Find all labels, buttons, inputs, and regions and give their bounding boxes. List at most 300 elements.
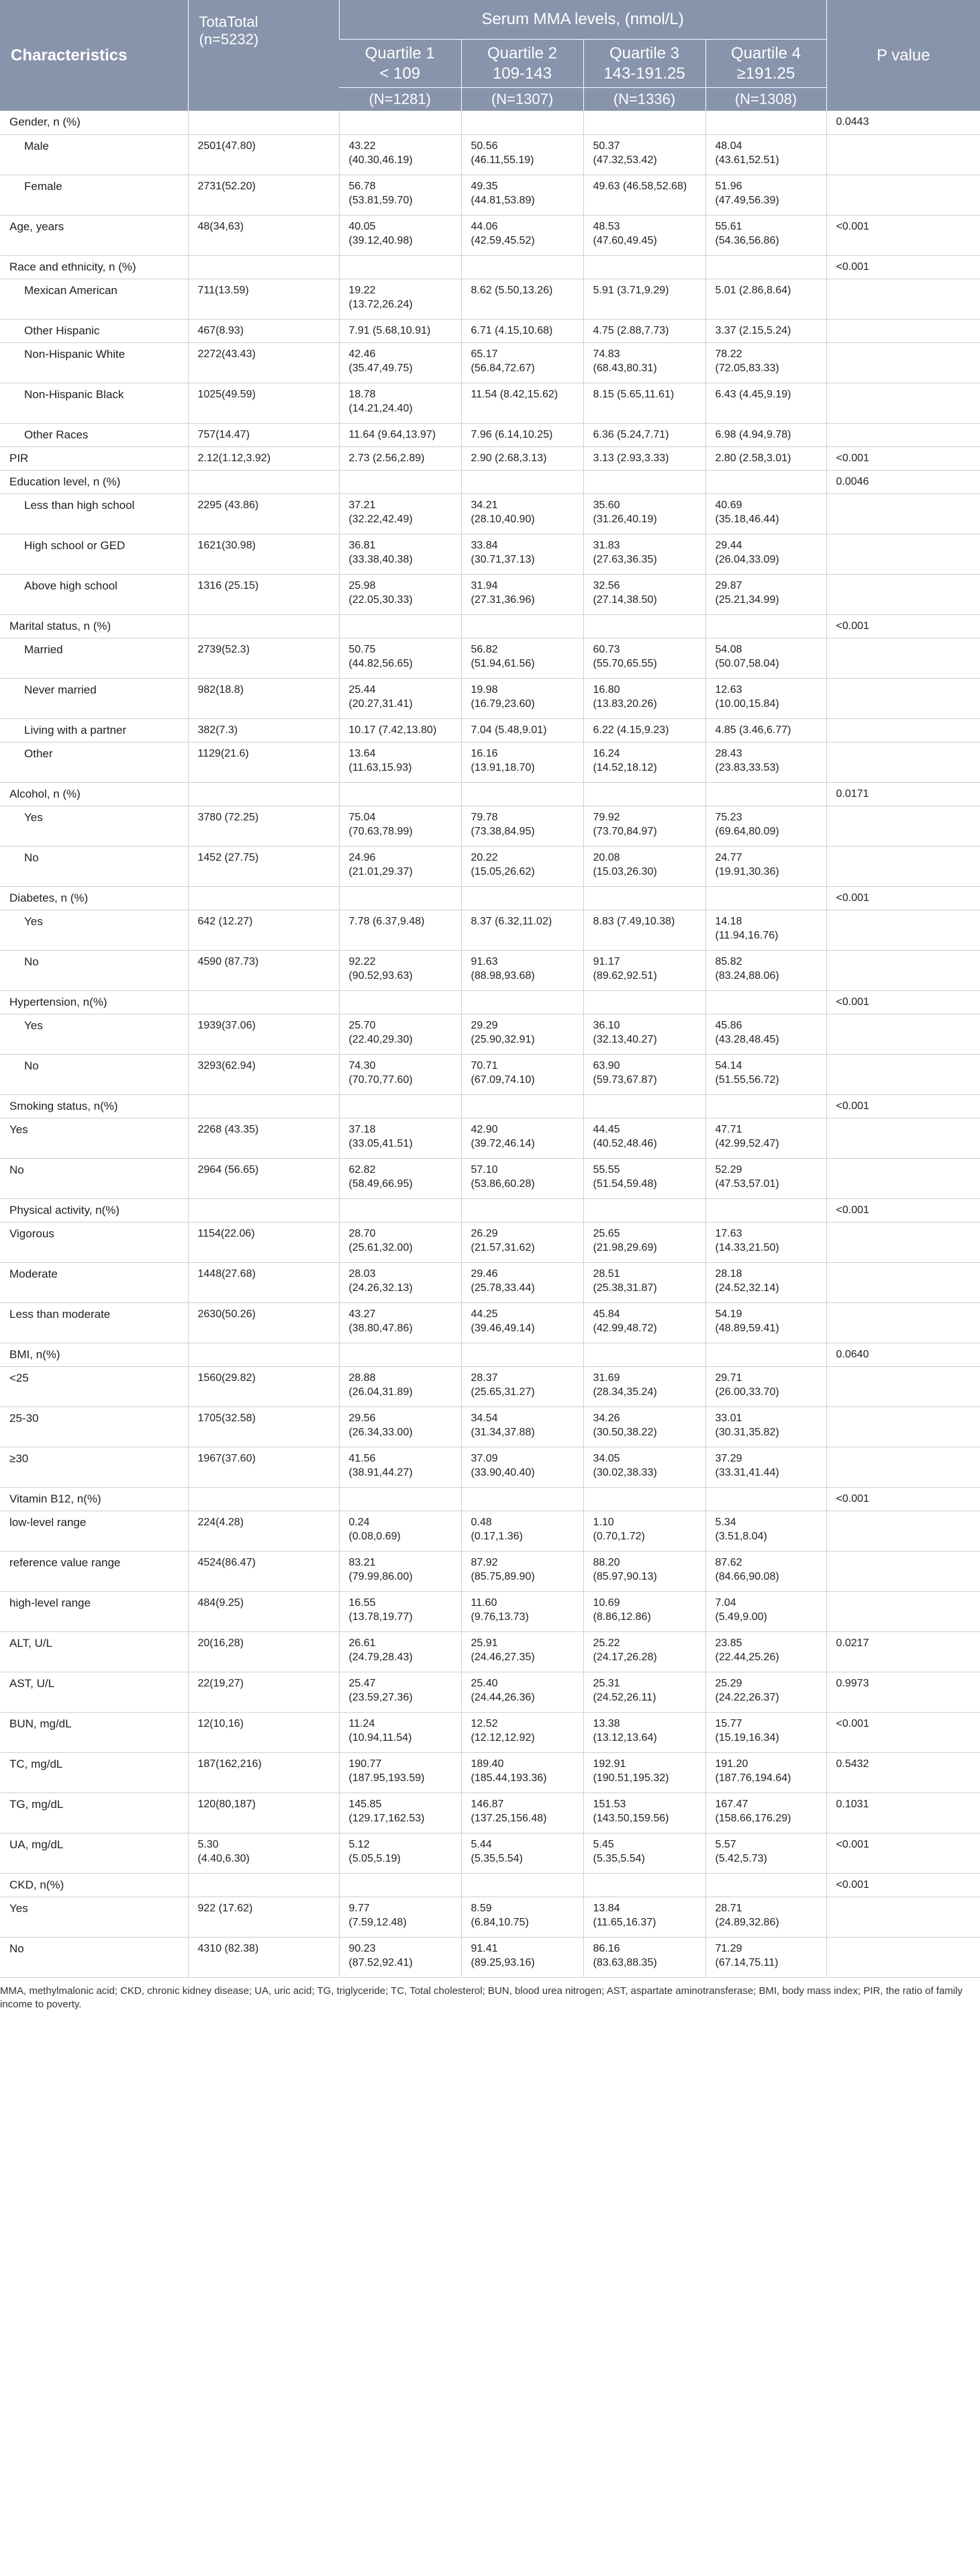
cell-quartile-1	[339, 1447, 461, 1487]
cell-total	[188, 319, 339, 342]
cell-quartile-1	[339, 1198, 461, 1222]
cell-quartile-3	[583, 910, 705, 950]
row-label: ≥30	[0, 1447, 188, 1487]
cell-ci: (55.70,65.55)	[593, 657, 657, 669]
cell-estimate: 7.78 (6.37,9.48)	[348, 915, 425, 927]
cell-estimate: 6.36 (5.24,7.71)	[593, 428, 669, 440]
quartile-range: 143-191.25	[603, 64, 685, 83]
header-p-value: P value	[826, 0, 980, 111]
header-mma-levels: Serum MMA levels, (nmol/L)	[339, 0, 826, 39]
cell-estimate: 11.64 (9.64,13.97)	[348, 428, 436, 440]
cell-total-value: 642 (12.27)	[197, 915, 253, 927]
cell-quartile-3	[583, 1487, 705, 1511]
cell-ci: (158.66,176.29)	[715, 1812, 791, 1824]
cell-quartile-3	[583, 215, 705, 255]
table-row	[0, 1406, 980, 1447]
cell-quartile-2	[461, 1487, 583, 1511]
cell-estimate: 167.47	[715, 1798, 748, 1810]
cell-ci: (9.76,13.73)	[471, 1611, 529, 1623]
cell-estimate: 55.55	[593, 1163, 620, 1176]
row-label: No	[0, 1937, 188, 1977]
cell-total-value: 1452 (27.75)	[197, 851, 259, 863]
cell-ci: (26.00,33.70)	[715, 1386, 779, 1398]
cell-quartile-3	[583, 1406, 705, 1447]
cell-total-value: 1154(22.06)	[197, 1227, 255, 1239]
cell-ci: (42.99,52.47)	[715, 1137, 779, 1149]
cell-quartile-3	[583, 1672, 705, 1712]
cell-total-value: 12(10,16)	[197, 1717, 244, 1729]
cell-estimate: 50.75	[348, 643, 376, 655]
cell-quartile-4	[705, 493, 826, 534]
cell-quartile-4	[705, 782, 826, 806]
cell-total-value: 224(4.28)	[197, 1516, 244, 1528]
cell-ci: (32.13,40.27)	[593, 1033, 657, 1045]
cell-total-value: 3780 (72.25)	[197, 811, 259, 823]
cell-estimate: 28.51	[593, 1268, 620, 1280]
cell-p-value	[826, 1302, 980, 1343]
cell-ci: (15.19,16.34)	[715, 1731, 779, 1744]
cell-quartile-1	[339, 806, 461, 846]
table-row	[0, 1487, 980, 1511]
cell-quartile-3	[583, 846, 705, 886]
cell-estimate: 31.69	[593, 1372, 620, 1384]
cell-estimate: 34.26	[593, 1412, 620, 1424]
cell-ci: (47.49,56.39)	[715, 194, 779, 206]
cell-estimate: 25.44	[348, 683, 376, 696]
cell-estimate: 13.84	[593, 1902, 620, 1914]
cell-p-value	[826, 742, 980, 782]
cell-ci: (26.04,31.89)	[348, 1386, 413, 1398]
cell-ci: (85.97,90.13)	[593, 1570, 657, 1582]
cell-p-value	[826, 1222, 980, 1262]
row-label: Physical activity, n(%)	[0, 1198, 188, 1222]
header-characteristics: Characteristics	[0, 0, 188, 111]
quartile-name: Quartile 4	[730, 44, 801, 62]
cell-total	[188, 638, 339, 678]
cell-total	[188, 1262, 339, 1302]
header-quartile-1-n: (N=1281)	[339, 87, 461, 111]
cell-ci: (0.70,1.72)	[593, 1530, 645, 1542]
table-row	[0, 1262, 980, 1302]
cell-quartile-3	[583, 446, 705, 470]
cell-estimate: 5.01 (2.86,8.64)	[715, 284, 791, 296]
cell-estimate: 8.59	[471, 1902, 492, 1914]
cell-ci: (42.59,45.52)	[471, 234, 535, 246]
quartile-range: < 109	[379, 64, 421, 83]
cell-estimate: 28.70	[348, 1227, 376, 1239]
header-quartile-3-n: (N=1336)	[583, 87, 705, 111]
cell-ci: (5.42,5.73)	[715, 1852, 767, 1864]
cell-quartile-2	[461, 215, 583, 255]
cell-estimate: 50.37	[593, 140, 620, 152]
cell-quartile-3	[583, 1712, 705, 1752]
header-quartile-4-n: (N=1308)	[705, 87, 826, 111]
cell-p-value: <0.001	[826, 215, 980, 255]
table-row	[0, 446, 980, 470]
cell-p-value	[826, 319, 980, 342]
cell-quartile-3	[583, 782, 705, 806]
cell-estimate: 29.46	[471, 1268, 498, 1280]
cell-total-value: 4524(86.47)	[197, 1556, 256, 1568]
cell-estimate: 19.98	[471, 683, 498, 696]
cell-total	[188, 342, 339, 383]
cell-total-value: 382(7.3)	[197, 724, 238, 736]
cell-total	[188, 1937, 339, 1977]
header-quartile-2	[461, 39, 583, 87]
table-row	[0, 950, 980, 990]
cell-estimate: 15.77	[715, 1717, 742, 1729]
row-label: TG, mg/dL	[0, 1793, 188, 1833]
cell-estimate: 51.96	[715, 180, 742, 192]
cell-ci: (10.00,15.84)	[715, 698, 779, 710]
cell-estimate: 36.10	[593, 1019, 620, 1031]
cell-quartile-1	[339, 950, 461, 990]
cell-p-value: <0.001	[826, 446, 980, 470]
cell-quartile-4	[705, 742, 826, 782]
cell-quartile-1	[339, 1833, 461, 1873]
cell-quartile-1	[339, 1937, 461, 1977]
cell-total-value: 4590 (87.73)	[197, 955, 259, 967]
cell-quartile-2	[461, 134, 583, 175]
cell-total	[188, 1447, 339, 1487]
cell-quartile-2	[461, 1054, 583, 1094]
cell-quartile-2	[461, 910, 583, 950]
cell-ci: (185.44,193.36)	[471, 1772, 547, 1784]
cell-total	[188, 1511, 339, 1551]
cell-ci: (33.05,41.51)	[348, 1137, 413, 1149]
cell-quartile-4	[705, 1551, 826, 1591]
cell-ci: (11.65,16.37)	[593, 1916, 656, 1928]
cell-quartile-1	[339, 1672, 461, 1712]
table-row	[0, 990, 980, 1014]
cell-quartile-1	[339, 446, 461, 470]
cell-ci: (53.86,60.28)	[471, 1178, 535, 1190]
cell-p-value	[826, 1511, 980, 1551]
cell-estimate: 88.20	[593, 1556, 620, 1568]
cell-estimate: 36.81	[348, 539, 376, 551]
cell-total	[188, 718, 339, 742]
cell-total	[188, 175, 339, 215]
cell-estimate: 28.37	[471, 1372, 498, 1384]
cell-total	[188, 470, 339, 493]
cell-quartile-3	[583, 742, 705, 782]
cell-quartile-1	[339, 1094, 461, 1118]
cell-estimate: 26.29	[471, 1227, 498, 1239]
cell-estimate: 45.86	[715, 1019, 742, 1031]
cell-quartile-3	[583, 678, 705, 718]
cell-total	[188, 1551, 339, 1591]
cell-ci: (13.83,20.26)	[593, 698, 657, 710]
table-row	[0, 742, 980, 782]
cell-estimate: 28.18	[715, 1268, 742, 1280]
cell-p-value: <0.001	[826, 990, 980, 1014]
cell-quartile-3	[583, 423, 705, 446]
cell-ci: (30.71,37.13)	[471, 553, 535, 565]
cell-total	[188, 383, 339, 423]
cell-ci: (13.72,26.24)	[348, 298, 413, 310]
table-row	[0, 718, 980, 742]
cell-ci: (24.17,26.28)	[593, 1651, 657, 1663]
cell-quartile-4	[705, 990, 826, 1014]
cell-estimate: 16.80	[593, 683, 620, 696]
table-row	[0, 1302, 980, 1343]
cell-quartile-3	[583, 1793, 705, 1833]
cell-quartile-1	[339, 990, 461, 1014]
cell-total	[188, 279, 339, 319]
cell-total-value: 2268 (43.35)	[197, 1123, 259, 1135]
cell-quartile-3	[583, 638, 705, 678]
cell-ci: (89.62,92.51)	[593, 969, 657, 982]
cell-ci: (21.01,29.37)	[348, 865, 413, 877]
cell-quartile-3	[583, 1591, 705, 1631]
cell-total-value: 467(8.93)	[197, 324, 244, 336]
cell-quartile-1	[339, 910, 461, 950]
cell-total	[188, 1631, 339, 1672]
cell-estimate: 24.96	[348, 851, 376, 863]
cell-ci: (13.91,18.70)	[471, 761, 535, 773]
cell-p-value	[826, 1551, 980, 1591]
cell-estimate: 37.18	[348, 1123, 376, 1135]
cell-total-value: 1705(32.58)	[197, 1412, 256, 1424]
row-label: Non-Hispanic White	[0, 342, 188, 383]
cell-quartile-3	[583, 1094, 705, 1118]
cell-quartile-1	[339, 718, 461, 742]
cell-estimate: 57.10	[471, 1163, 498, 1176]
cell-ci: (44.82,56.65)	[348, 657, 413, 669]
cell-p-value	[826, 175, 980, 215]
cell-ci: (88.98,93.68)	[471, 969, 535, 982]
cell-ci: (22.44,25.26)	[715, 1651, 779, 1663]
table-row	[0, 1511, 980, 1551]
cell-estimate: 191.20	[715, 1758, 748, 1770]
cell-ci: (27.63,36.35)	[593, 553, 657, 565]
cell-estimate: 34.21	[471, 499, 498, 511]
cell-p-value	[826, 134, 980, 175]
cell-ci: (19.91,30.36)	[715, 865, 779, 877]
cell-estimate: 32.56	[593, 579, 620, 591]
cell-estimate: 62.82	[348, 1163, 376, 1176]
cell-ci: (33.90,40.40)	[471, 1466, 535, 1478]
cell-estimate: 190.77	[348, 1758, 382, 1770]
cell-total-value: 1316 (25.15)	[197, 579, 259, 591]
cell-quartile-2	[461, 1937, 583, 1977]
cell-estimate: 2.80 (2.58,3.01)	[715, 452, 791, 464]
cell-p-value: 0.0046	[826, 470, 980, 493]
cell-estimate: 83.21	[348, 1556, 376, 1568]
cell-ci: (39.12,40.98)	[348, 234, 413, 246]
cell-quartile-4	[705, 1406, 826, 1447]
cell-quartile-1	[339, 886, 461, 910]
cell-total	[188, 215, 339, 255]
cell-quartile-4	[705, 1118, 826, 1158]
cell-estimate: 11.60	[471, 1596, 497, 1609]
cell-estimate: 7.04 (5.48,9.01)	[471, 724, 547, 736]
cell-estimate: 146.87	[471, 1798, 504, 1810]
cell-estimate: 25.31	[593, 1677, 620, 1689]
cell-ci: (84.66,90.08)	[715, 1570, 779, 1582]
cell-estimate: 31.94	[471, 579, 498, 591]
cell-quartile-2	[461, 255, 583, 279]
cell-quartile-2	[461, 446, 583, 470]
cell-quartile-2	[461, 1447, 583, 1487]
cell-quartile-4	[705, 1094, 826, 1118]
cell-quartile-4	[705, 614, 826, 638]
cell-total-value: 484(9.25)	[197, 1596, 244, 1609]
row-label: Vitamin B12, n(%)	[0, 1487, 188, 1511]
cell-ci: (42.99,48.72)	[593, 1322, 657, 1334]
cell-estimate: 54.19	[715, 1308, 742, 1320]
cell-estimate: 33.84	[471, 539, 498, 551]
cell-ci: (72.05,83.33)	[715, 362, 779, 374]
cell-total	[188, 1833, 339, 1873]
cell-ci: (32.22,42.49)	[348, 513, 413, 525]
cell-p-value	[826, 718, 980, 742]
cell-estimate: 31.83	[593, 539, 620, 551]
cell-quartile-3	[583, 319, 705, 342]
cell-p-value: <0.001	[826, 1487, 980, 1511]
cell-p-value: <0.001	[826, 1833, 980, 1873]
cell-ci: (39.46,49.14)	[471, 1322, 535, 1334]
cell-total-value: 757(14.47)	[197, 428, 250, 440]
cell-total-value: 2739(52.3)	[197, 643, 250, 655]
row-label: High school or GED	[0, 534, 188, 574]
cell-quartile-2	[461, 742, 583, 782]
cell-quartile-4	[705, 1511, 826, 1551]
cell-quartile-2	[461, 1672, 583, 1712]
cell-ci: (0.08,0.69)	[348, 1530, 401, 1542]
cell-quartile-4	[705, 175, 826, 215]
cell-estimate: 5.57	[715, 1838, 736, 1850]
cell-estimate: 6.71 (4.15,10.68)	[471, 324, 553, 336]
cell-ci: (58.49,66.95)	[348, 1178, 413, 1190]
cell-ci: (83.24,88.06)	[715, 969, 779, 982]
cell-estimate: 45.84	[593, 1308, 620, 1320]
cell-quartile-2	[461, 423, 583, 446]
table-row	[0, 1447, 980, 1487]
cell-ci: (24.79,28.43)	[348, 1651, 413, 1663]
cell-quartile-2	[461, 638, 583, 678]
row-label: 25-30	[0, 1406, 188, 1447]
cell-ci: (24.26,32.13)	[348, 1282, 413, 1294]
cell-ci: (56.84,72.67)	[471, 362, 535, 374]
cell-quartile-1	[339, 1054, 461, 1094]
cell-quartile-4	[705, 1631, 826, 1672]
cell-quartile-2	[461, 990, 583, 1014]
cell-total-value: 1025(49.59)	[197, 388, 256, 400]
row-label: Married	[0, 638, 188, 678]
cell-ci: (25.38,31.87)	[593, 1282, 657, 1294]
table-row	[0, 910, 980, 950]
cell-quartile-4	[705, 574, 826, 614]
cell-quartile-4	[705, 1366, 826, 1406]
cell-total	[188, 806, 339, 846]
cell-p-value	[826, 1366, 980, 1406]
header-total-n: (n=5232)	[199, 31, 259, 48]
cell-total-value: 2731(52.20)	[197, 180, 256, 192]
cell-estimate: 40.05	[348, 220, 376, 232]
cell-quartile-2	[461, 111, 583, 134]
cell-quartile-4	[705, 1873, 826, 1897]
cell-p-value	[826, 423, 980, 446]
cell-ci: (73.38,84.95)	[471, 825, 535, 837]
cell-quartile-1	[339, 1873, 461, 1897]
cell-estimate: 5.91 (3.71,9.29)	[593, 284, 669, 296]
cell-quartile-4	[705, 718, 826, 742]
cell-estimate: 79.92	[593, 811, 620, 823]
cell-estimate: 75.23	[715, 811, 742, 823]
cell-estimate: 37.21	[348, 499, 376, 511]
cell-ci: (25.90,32.91)	[471, 1033, 535, 1045]
cell-quartile-3	[583, 1366, 705, 1406]
row-label: Female	[0, 175, 188, 215]
table-row	[0, 574, 980, 614]
row-label: AST, U/L	[0, 1672, 188, 1712]
cell-estimate: 42.90	[471, 1123, 498, 1135]
cell-quartile-3	[583, 1343, 705, 1366]
cell-estimate: 20.22	[471, 851, 498, 863]
cell-quartile-1	[339, 678, 461, 718]
row-label: Yes	[0, 1014, 188, 1054]
cell-quartile-4	[705, 638, 826, 678]
cell-total	[188, 1712, 339, 1752]
cell-quartile-3	[583, 806, 705, 846]
cell-quartile-3	[583, 718, 705, 742]
cell-quartile-1	[339, 1302, 461, 1343]
cell-total	[188, 534, 339, 574]
cell-estimate: 19.22	[348, 284, 376, 296]
quartile-range: ≥191.25	[736, 64, 795, 83]
row-label: Yes	[0, 910, 188, 950]
cell-total	[188, 111, 339, 134]
cell-total-value: 2501(47.80)	[197, 140, 256, 152]
cell-ci: (30.02,38.33)	[593, 1466, 657, 1478]
cell-estimate: 28.88	[348, 1372, 376, 1384]
cell-ci: (67.09,74.10)	[471, 1074, 535, 1086]
cell-total-value: 2.12(1.12,3.92)	[197, 452, 271, 464]
cell-p-value: 0.5432	[826, 1752, 980, 1793]
cell-p-value	[826, 1591, 980, 1631]
cell-total-value: 1129(21.6)	[197, 747, 249, 759]
row-label: Living with a partner	[0, 718, 188, 742]
table-row	[0, 1752, 980, 1793]
cell-total	[188, 1672, 339, 1712]
cell-total-value: 922 (17.62)	[197, 1902, 253, 1914]
cell-estimate: 151.53	[593, 1798, 626, 1810]
cell-estimate: 79.78	[471, 811, 498, 823]
cell-quartile-2	[461, 1897, 583, 1937]
cell-ci: (39.72,46.14)	[471, 1137, 535, 1149]
cell-estimate: 37.29	[715, 1452, 742, 1464]
table-row	[0, 1094, 980, 1118]
cell-estimate: 6.43 (4.45,9.19)	[715, 388, 791, 400]
cell-p-value: 0.9973	[826, 1672, 980, 1712]
cell-quartile-1	[339, 742, 461, 782]
table-row	[0, 846, 980, 886]
cell-quartile-1	[339, 1222, 461, 1262]
cell-ci: (24.46,27.35)	[471, 1651, 535, 1663]
cell-p-value: <0.001	[826, 255, 980, 279]
cell-total-value: 48(34,63)	[197, 220, 244, 232]
cell-ci: (40.30,46.19)	[348, 154, 413, 166]
cell-estimate: 25.47	[348, 1677, 376, 1689]
row-label: Vigorous	[0, 1222, 188, 1262]
cell-total	[188, 1118, 339, 1158]
cell-quartile-1	[339, 1014, 461, 1054]
row-label: low-level range	[0, 1511, 188, 1551]
cell-p-value	[826, 1158, 980, 1198]
table-row	[0, 423, 980, 446]
cell-quartile-1	[339, 1262, 461, 1302]
